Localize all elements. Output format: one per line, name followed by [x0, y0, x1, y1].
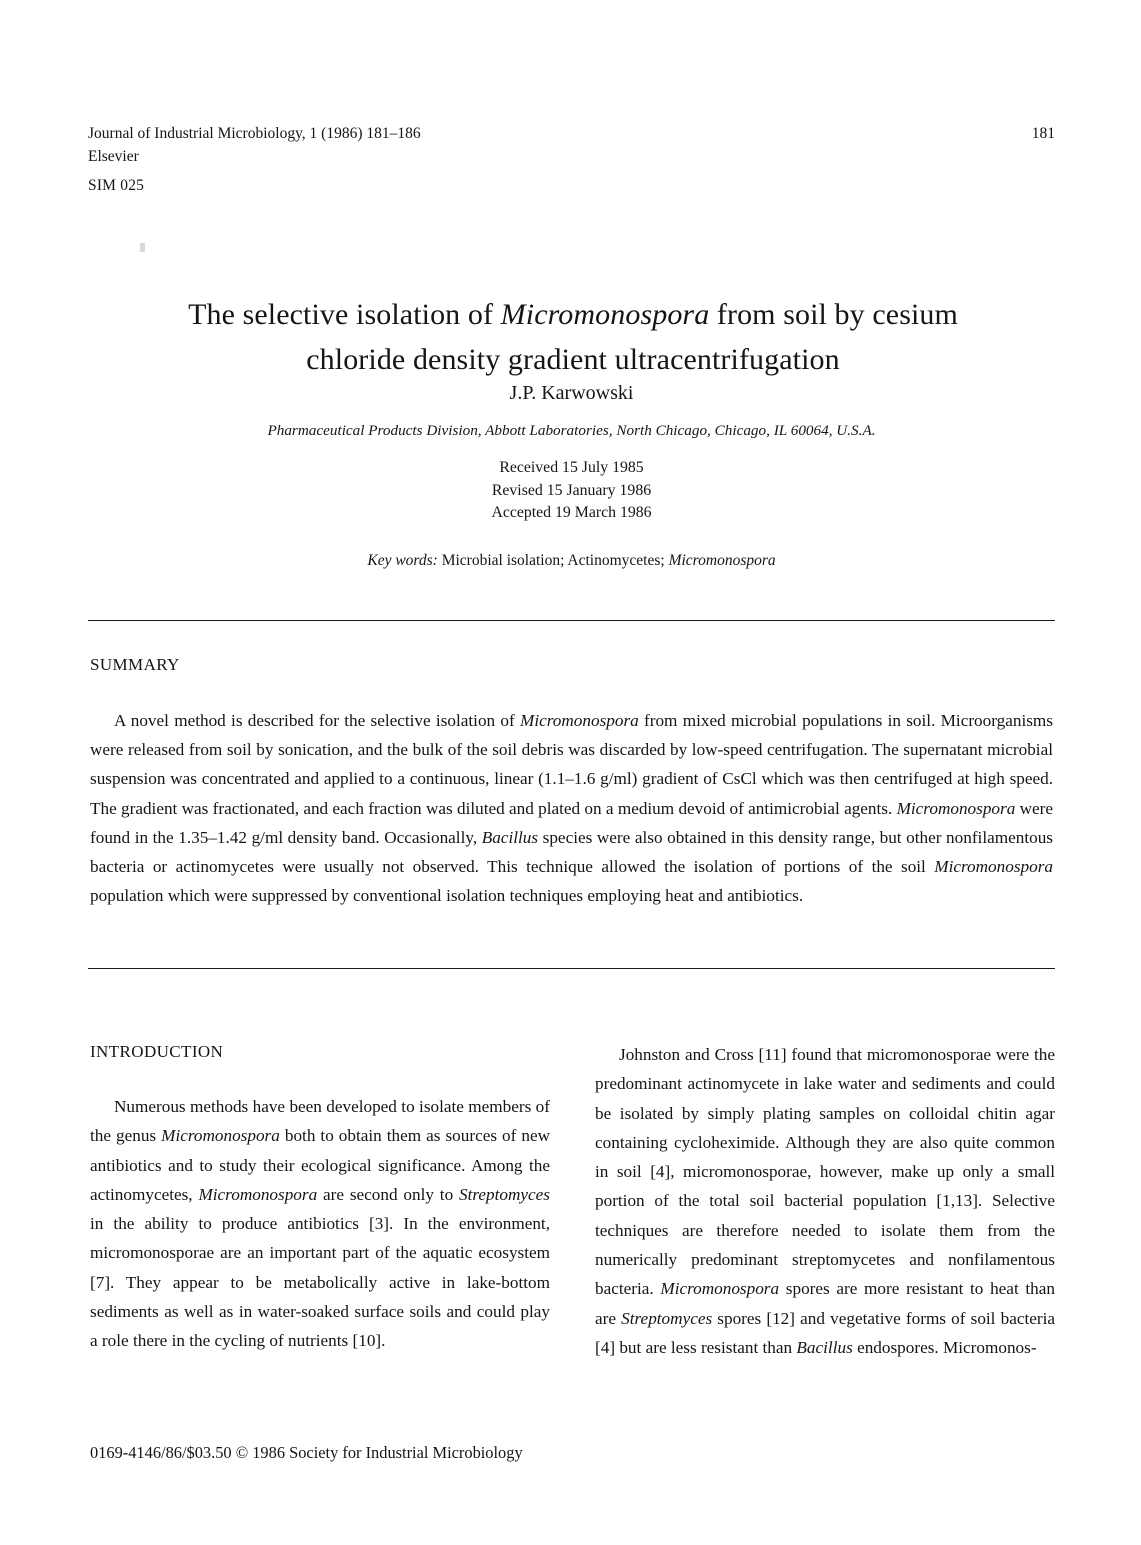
summary-text-3: were found in the 1.35–1.42 g/ml density band. Occasionally, — [90, 798, 1053, 847]
title-line1-suffix: from soil by cesium — [709, 298, 958, 332]
summary-italic-3: Bacillus — [481, 827, 539, 847]
page-title — [98, 292, 1048, 382]
date-revised: Revised 15 January 1986 — [491, 481, 652, 499]
divider-below-summary — [88, 968, 1055, 969]
right-italic-1: Micromonospora — [660, 1279, 780, 1299]
title-line1-prefix: The selective isolation of — [188, 298, 501, 332]
summary-italic-2: Micromonospora — [896, 798, 1016, 818]
introduction-right-column — [595, 1040, 1055, 1362]
left-text-2: both to obtain them as sources of new antibiotics and to study their ecological significance. Among the actinomycetes, — [90, 1126, 550, 1204]
left-italic-1: Micromonospora — [161, 1126, 280, 1146]
right-text-3: spores [12] and vegetative forms of soil bacteria [4] but are less resistant than — [595, 1308, 1055, 1357]
summary-heading: SUMMARY — [90, 655, 180, 674]
author-name: J.P. Karwowski — [509, 382, 634, 404]
left-column-paragraph — [90, 1092, 550, 1356]
page-number: 181 — [1031, 125, 1055, 142]
summary-italic-4: Micromonospora — [934, 857, 1053, 877]
publisher-name: Elsevier — [88, 148, 139, 165]
keywords-genus-italic: Micromonospora — [668, 552, 776, 569]
article-code: SIM 025 — [88, 177, 145, 194]
right-column-paragraph — [595, 1040, 1055, 1362]
summary-body — [90, 706, 1053, 910]
left-italic-2: Micromonospora — [198, 1184, 318, 1204]
scan-artifact-speck — [140, 243, 145, 252]
right-italic-2: Streptomyces — [621, 1308, 713, 1328]
keywords-terms: Microbial isolation; Actinomycetes; — [437, 552, 669, 569]
introduction-left-column — [90, 1040, 550, 1356]
divider-above-summary — [88, 620, 1055, 621]
right-text-2: spores are more resistant to heat than are — [595, 1279, 1055, 1328]
right-text-4: endospores. Micromonos- — [852, 1337, 1037, 1357]
copyright-footer: 0169-4146/86/$03.50 © 1986 Society for Industrial Microbiology — [90, 1443, 523, 1462]
keywords-line — [88, 552, 1055, 570]
summary-text-5: population which were suppressed by conventional isolation techniques employing heat and antibiotics. — [90, 886, 804, 906]
title-genus-italic: Micromonospora — [500, 298, 710, 332]
left-text-4: in the ability to produce antibiotics [3]. In the environment, micromonosporae are an important part of the aquatic ecosystem [7]. They appear to be metabolically active in lake-bottom sediments as well as in water-soaked surface soils and could play a role there in the cycling of nutrients [10]. — [90, 1214, 550, 1351]
right-italic-3: Bacillus — [796, 1337, 853, 1357]
page-canvas — [88, 0, 1055, 1545]
left-text-3: are second only to — [317, 1184, 459, 1204]
left-italic-3: Streptomyces — [459, 1184, 550, 1204]
summary-text-2: from mixed microbial populations in soil. Microorganisms were released from soil by sonication, and the bulk of the soil debris was discarded by low-speed centrifugation. The supernatant microbial suspension was concentrated and applied to a continuous, linear (1.1–1.6 g/ml) gradient of CsCl which was then centrifuged at high speed. The gradient was fractionated, and each fraction was diluted and plated on a medium devoid of antimicrobial agents. — [90, 711, 1053, 818]
summary-text-1: A novel method is described for the selective isolation of — [114, 711, 521, 730]
summary-text-4: species were also obtained in this density range, but other nonfilamentous bacteria or actinomycetes were usually not observed. This technique allowed the isolation of portions of the soil — [90, 827, 1053, 877]
right-text-1: Johnston and Cross [11] found that micromonosporae were the predominant actinomycete in lake water and sediments and could be isolated by simply plating samples on colloidal chitin agar containing cycloheximide. Although they are also quite common in soil [4], micromonosporae, however, make up only a small portion of the total soil bacterial population [1,13]. Selective techniques are therefore needed to isolate them from the numerically predominant streptomycetes and nonfilamentous bacteria. — [595, 1045, 1055, 1299]
article-dates — [88, 457, 1055, 525]
summary-italic-1: Micromonospora — [520, 711, 639, 730]
date-accepted: Accepted 19 March 1986 — [491, 504, 652, 521]
summary-paragraph — [90, 706, 1053, 910]
date-received: Received 15 July 1985 — [499, 459, 644, 476]
keywords-label: Key words: — [367, 552, 438, 569]
author-affiliation: Pharmaceutical Products Division, Abbott Laboratories, North Chicago, Chicago, IL 60064, U.S.A. — [267, 422, 876, 439]
left-column-body — [90, 1092, 550, 1356]
running-head — [88, 122, 1055, 168]
left-text-1: Numerous methods have been developed to isolate members of the genus — [90, 1097, 550, 1146]
introduction-heading: INTRODUCTION — [90, 1042, 224, 1061]
journal-citation-line: Journal of Industrial Microbiology, 1 (1986) 181–186 — [88, 125, 421, 142]
title-line2: chloride density gradient ultracentrifugation — [306, 343, 840, 377]
